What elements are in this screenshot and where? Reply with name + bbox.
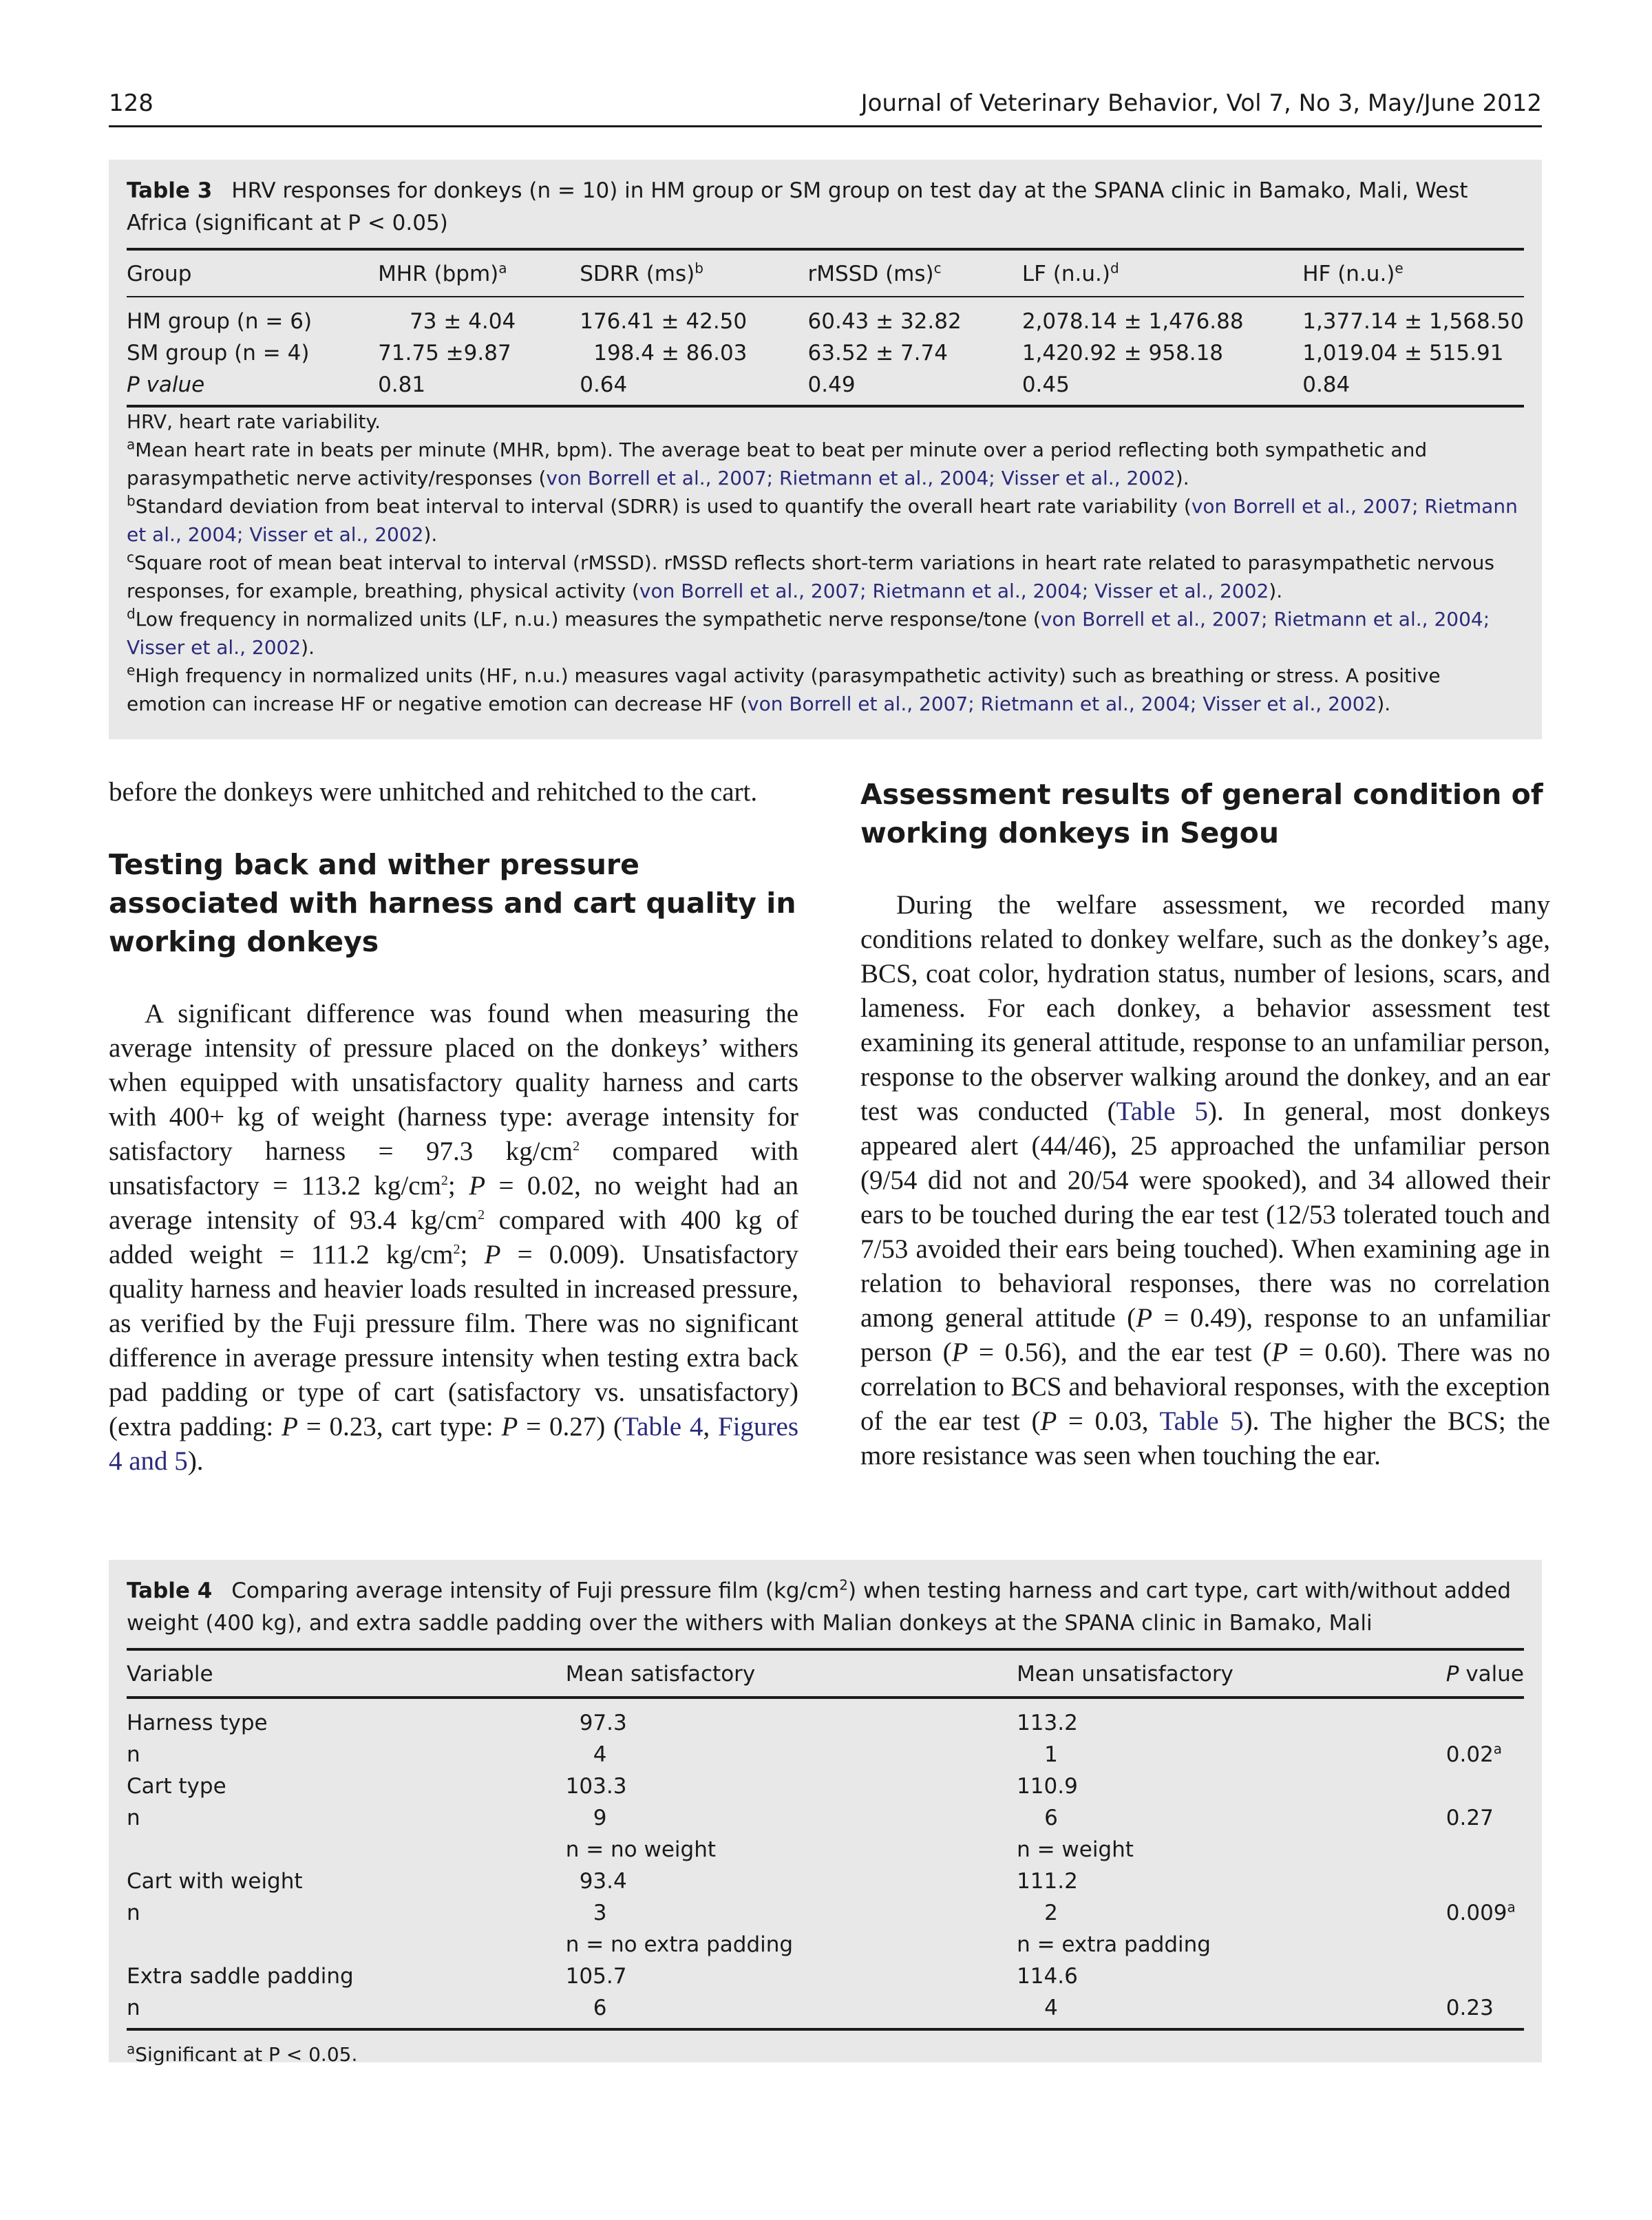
table-cell: 2,078.14 ± 1,476.88: [1021, 309, 1244, 334]
table-cell: 0.45: [1021, 372, 1070, 397]
table-row: Harness type 97.3 113.2: [127, 1711, 1078, 1735]
col-header-group: Group: [127, 262, 192, 286]
table-cell: 63.52 ± 7.74: [807, 341, 948, 366]
table-cell: HM group (n = 6): [127, 309, 313, 334]
table-header-row: [127, 1651, 1524, 1698]
reference-link[interactable]: von Borrell et al., 2007; Rietmann et al., 2004; Visser et al., 2002: [127, 608, 1490, 659]
reference-link[interactable]: von Borrell et al., 2007; Rietmann et al., 2004; Visser et al., 2002: [639, 580, 1269, 602]
table-row: Extra saddle padding 105.7 114.6: [127, 1964, 1078, 1989]
table-cell: 198.4 ± 86.03: [593, 341, 748, 366]
table-row: Cart with weight 93.4 111.2: [127, 1869, 1078, 1894]
table-header-row: [127, 251, 1524, 297]
footnote-a: $^a$Mean heart rate in beats per minute (MHR, bpm). The average beat to beat per minute over a period reflecting both sympathetic and parasympathetic nerve activity/responses (von Borrell et al., 2007; Rietmann et al., 2004; Visser et al., 2002).: [127, 436, 1428, 489]
table-row: n 9 6 0.27: [127, 1806, 1494, 1830]
col-header-p-value: P value: [1446, 1662, 1524, 1687]
table-4-grid: [127, 1651, 1524, 2031]
running-header: [109, 89, 1542, 127]
table-cell: 0.81: [378, 372, 426, 397]
table-3-grid: [127, 251, 1524, 408]
paragraph-assessment: During the welfare assessment, we recorded many conditions related to donkey welfare, such as the donkey’s age, BCS, coat color, hydration status, number of lesions, scars, and lameness. For each donkey, a behavior assessment test examining its general attitude, response to an unfamiliar person, response to the observer walking around the donkey, and an ear test was conducted (Table 5). In general, most donkeys appeared alert (44/46), 25 approached the unfamiliar person (9/54 did not and 20/54 were spooked), and 34 allowed their ears to be touched during the ear test (12/53 tolerated touch and 7/53 avoided their ears being touched). When examining age in relation to behavioral responses, there was no correlation among general attitude (P = 0.49), response to an unfamiliar person (P = 0.56), and the ear test (P = 0.60). There was no correlation to BCS and behavioral responses, with the exception of the ear test (P = 0.03, Table 5). The higher the BCS; the more resistance was seen when touching the ear.: [860, 890, 1551, 1470]
col-header-mean-unsatisfactory: Mean unsatisfactory: [1017, 1662, 1233, 1687]
table-5-link[interactable]: Table 5: [1116, 1097, 1209, 1126]
col-header-mean-satisfactory: Mean satisfactory: [565, 1662, 756, 1687]
section-heading-assessment: Assessment results of general condition of working donkeys in Segou: [860, 778, 1543, 849]
footnote-c: $^c$Square root of mean beat interval to interval (rMSSD). rMSSD reflects short-term variations in heart rate related to parasympathetic nervous responses, for example, breathing, physical activity (von Borrell et al., 2007; Rietmann et al., 2004; Visser et al., 2002).: [127, 549, 1494, 602]
table-row: n = no extra padding n = extra padding: [565, 1932, 1211, 1957]
table-3-caption: [127, 175, 1524, 240]
continuation-text: before the donkeys were unhitched and rehitched to the cart.: [109, 777, 758, 807]
footnote-e: $^e$High frequency in normalized units (HF, n.u.) measures vagal activity (parasympathetic activity) such as breathing or stress. A positive emotion can increase HF or negative emotion can decrease HF (von Borrell et al., 2007; Rietmann et al., 2004; Visser et al., 2002).: [127, 662, 1441, 715]
table-cell: 0.49: [807, 372, 856, 397]
col-header-variable: Variable: [127, 1662, 213, 1687]
table-3: [109, 160, 1542, 739]
table-cell: 1,019.04 ± 515.91: [1302, 341, 1504, 366]
table-3-label: Table 3: [127, 178, 213, 203]
right-column: [860, 775, 1550, 1473]
left-column: [109, 775, 798, 1479]
table-cell: 71.75 ±9.87: [378, 341, 511, 366]
table-3-caption-text: HRV responses for donkeys (n = 10) in HM group or SM group on test day at the SPANA clinic in Bamako, Mali, West Africa (significant at P < 0.05): [127, 178, 1468, 235]
col-header-rmssd: rMSSD (ms)$^c$: [807, 260, 942, 286]
table-row: n 3 2 0.009$^a$: [127, 1899, 1516, 1925]
table-cell: SM group (n = 4): [127, 341, 310, 366]
table-row: n 4 1 0.02$^a$: [127, 1740, 1503, 1767]
col-header-sdrr: SDRR (ms)$^b$: [580, 260, 703, 286]
table-3-footnotes: [127, 408, 1524, 718]
footnote-abbrev: HRV, heart rate variability.: [127, 410, 381, 433]
journal-title: Journal of Veterinary Behavior, Vol 7, No 3, May/June 2012: [860, 89, 1542, 117]
table-row: n 6 4 0.23: [127, 1992, 1524, 2029]
figures-link[interactable]: Figures 4 and 5: [109, 1412, 799, 1476]
page-number: 128: [109, 89, 153, 117]
footnote-b: $^b$Standard deviation from beat interval to interval (SDRR) is used to quantify the overall heart rate variability (von Borrell et al., 2007; Rietmann et al., 2004; Visser et al., 2002).: [127, 492, 1518, 546]
table-cell: 176.41 ± 42.50: [580, 309, 748, 334]
table-row: Cart type 103.3 110.9: [127, 1774, 1078, 1799]
table-cell: 73 ± 4.04: [410, 309, 516, 334]
col-header-mhr: MHR (bpm)$^a$: [378, 260, 507, 286]
reference-link[interactable]: von Borrell et al., 2007; Rietmann et al., 2004; Visser et al., 2002: [748, 693, 1377, 715]
table-row: n = no weight n = weight: [565, 1837, 1134, 1862]
table-row: [127, 297, 1524, 337]
reference-link[interactable]: von Borrell et al., 2007; Rietmann et al., 2004; Visser et al., 2002: [546, 467, 1176, 489]
table-row: [127, 337, 1524, 369]
table-cell: 0.64: [580, 372, 628, 397]
paragraph-pressure: A significant difference was found when measuring the average intensity of pressure placed on the donkeys’ withers when equipped with unsatisfactory quality harness and carts with 400+ kg of weight (harness type: average intensity for satisfactory harness = 97.3 $kg/cm^2$ compared with unsatisfactory = 113.2 $kg/cm^2$; P = 0.02, no weight had an average intensity of 93.4 $kg/cm^2$ compared with 400 kg of added weight = 111.2 $kg/cm^2$; P = 0.009). Unsatisfactory quality harness and heavier loads resulted in increased pressure, as verified by the Fuji pressure film. There was no significant difference in average pressure intensity when testing extra back pad padding or type of cart (satisfactory vs. unsatisfactory) (extra padding: P = 0.23, cart type: P = 0.27) (Table 4, Figures 4 and 5).: [109, 999, 799, 1476]
table-row: [127, 369, 1524, 406]
reference-link[interactable]: von Borrell et al., 2007; Rietmann et al., 2004; Visser et al., 2002: [127, 495, 1518, 546]
table-cell: 60.43 ± 32.82: [807, 309, 962, 334]
section-heading-pressure: Testing back and wither pressure associated with harness and cart quality in working donkeys: [109, 848, 796, 958]
table-4-link[interactable]: Table 4: [622, 1412, 703, 1441]
table-4: [109, 1560, 1542, 2066]
footnote-d: $^d$Low frequency in normalized units (LF, n.u.) measures the sympathetic nerve response/tone (von Borrell et al., 2007; Rietmann et al., 2004; Visser et al., 2002).: [127, 605, 1490, 659]
table-5-link[interactable]: Table 5: [1159, 1406, 1244, 1436]
table-cell: 1,420.92 ± 958.18: [1021, 341, 1224, 366]
table-4-footnote: $^a$Significant at P < 0.05.: [127, 2040, 358, 2066]
table-4-caption: Table 4 Comparing average intensity of Fuji pressure film $(kg/cm^2)$ when testing harness and cart type, cart with/without added weight (400 kg), and extra saddle padding over the withers with Malian donkeys at the SPANA clinic in Bamako, Mali: [127, 1576, 1512, 1636]
table-cell: P value: [127, 372, 205, 397]
table-4-label: Table 4: [127, 1578, 213, 1603]
col-header-hf: HF $(n.u.)^e$: [1302, 260, 1404, 286]
table-cell: 0.84: [1302, 372, 1351, 397]
table-cell: 1,377.14 ± 1,568.50: [1302, 309, 1524, 334]
col-header-lf: LF $(n.u.)^d$: [1021, 260, 1119, 286]
